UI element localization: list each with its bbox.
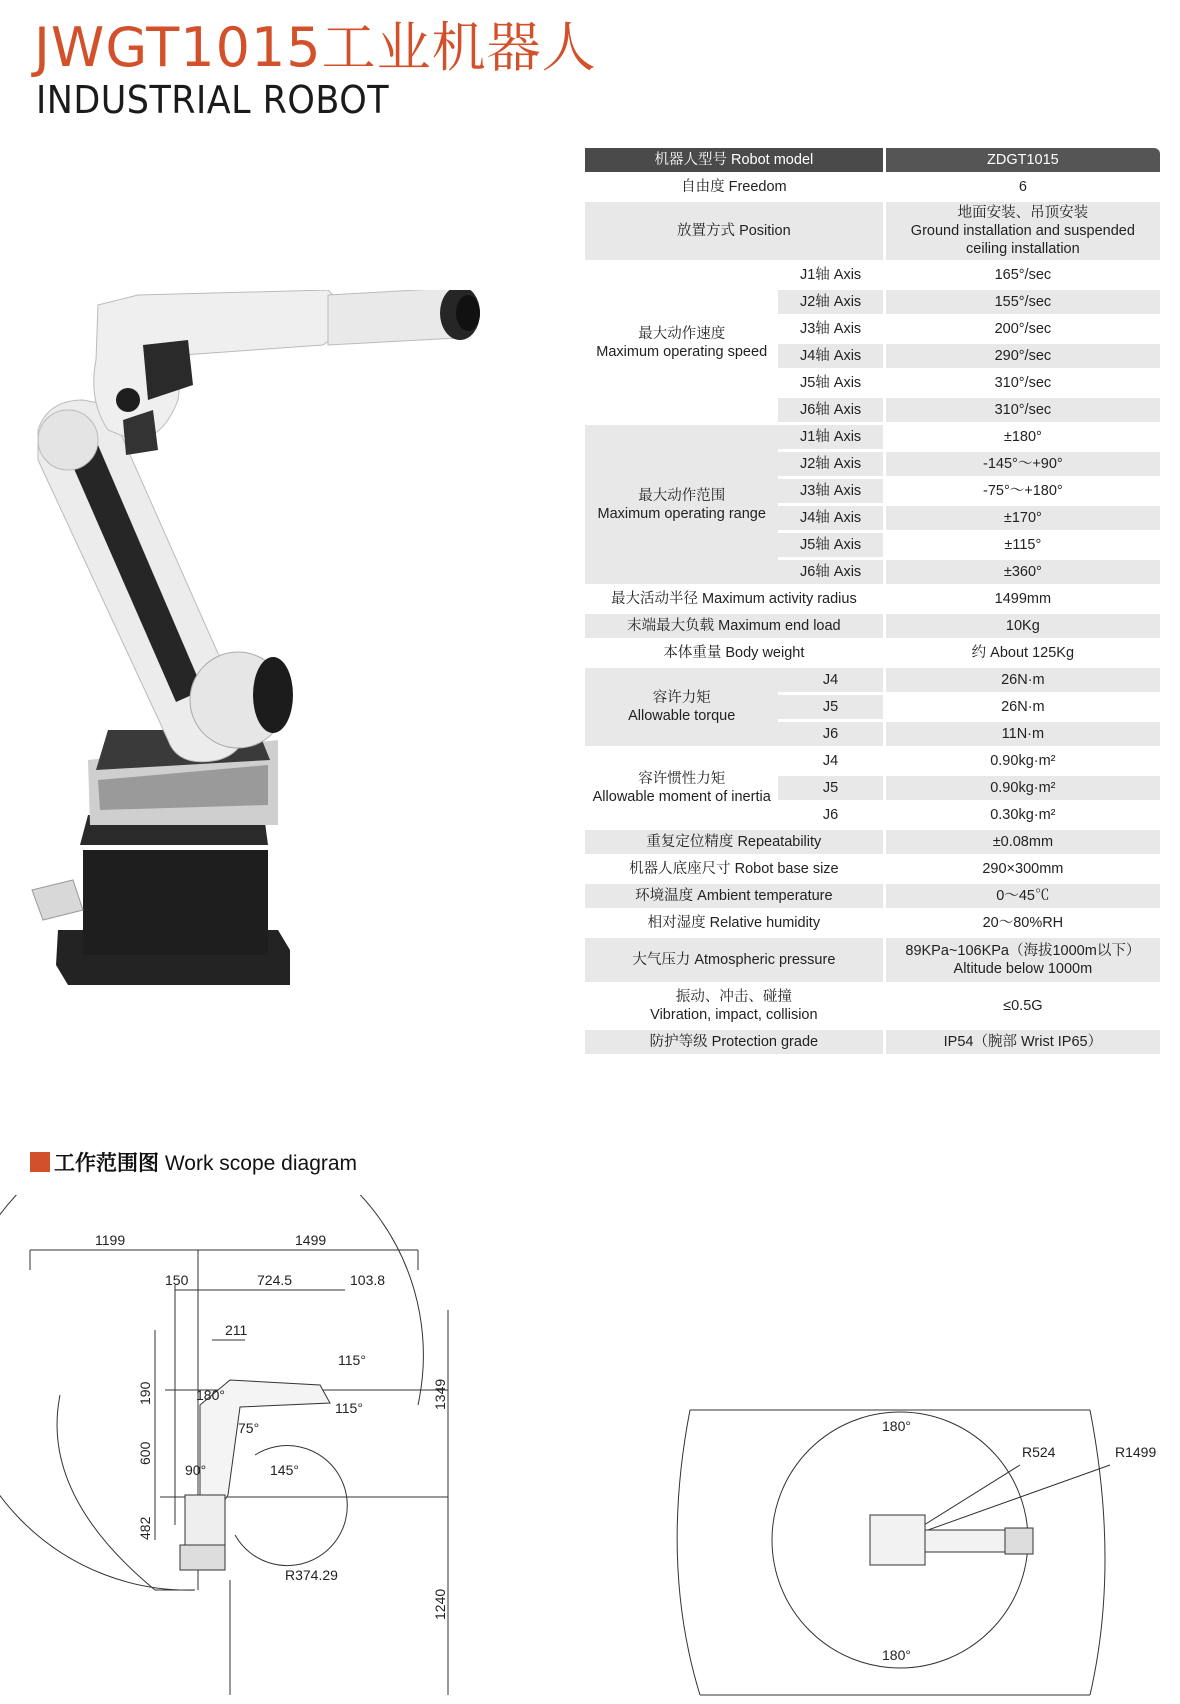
radius-524: R524 <box>1022 1444 1056 1460</box>
heading-marker-icon <box>30 1152 50 1172</box>
torque-value: 26N·m <box>883 668 1160 692</box>
angle-75: 75° <box>238 1420 260 1436</box>
speed-axis: J5轴 Axis <box>778 371 882 395</box>
range-axis: J6轴 Axis <box>778 560 882 584</box>
repeatability-label: 重复定位精度 Repeatability <box>585 830 883 854</box>
range-value: -145°～+90° <box>883 452 1160 476</box>
inertia-axis: J5 <box>778 776 882 800</box>
angle-115-upper: 115° <box>338 1352 366 1368</box>
radius-value: 1499mm <box>883 587 1160 611</box>
torque-axis: J6 <box>778 722 882 746</box>
range-value: ±115° <box>883 533 1160 557</box>
freedom-value: 6 <box>883 175 1160 199</box>
speed-value: 155°/sec <box>883 290 1160 314</box>
inertia-value: 0.30kg·m² <box>883 803 1160 827</box>
speed-value: 310°/sec <box>883 398 1160 422</box>
base-size-value: 290×300mm <box>883 857 1160 881</box>
range-value: -75°～+180° <box>883 479 1160 503</box>
torque-label: 容许力矩 Allowable torque <box>585 668 778 746</box>
inertia-axis: J6 <box>778 803 882 827</box>
range-axis: J3轴 Axis <box>778 479 882 503</box>
angle-90: 90° <box>185 1462 207 1478</box>
dim-103: 103.8 <box>350 1272 386 1288</box>
weight-value: 约 About 125Kg <box>883 641 1160 665</box>
speed-value: 165°/sec <box>883 263 1160 287</box>
humidity-label: 相对湿度 Relative humidity <box>585 911 883 935</box>
torque-value: 26N·m <box>883 695 1160 719</box>
radius-1499: R1499 <box>1115 1444 1157 1460</box>
weight-label: 本体重量 Body weight <box>585 641 883 665</box>
speed-axis: J1轴 Axis <box>778 263 882 287</box>
vibration-value: ≤0.5G <box>883 985 1160 1027</box>
pressure-label: 大气压力 Atmospheric pressure <box>585 938 883 982</box>
freedom-label: 自由度 Freedom <box>585 175 883 199</box>
position-label: 放置方式 Position <box>585 202 883 260</box>
torque-axis: J5 <box>778 695 882 719</box>
robot-illustration <box>28 290 588 1070</box>
load-value: 10Kg <box>883 614 1160 638</box>
vibration-label: 振动、冲击、碰撞 Vibration, impact, collision <box>585 985 883 1027</box>
speed-axis: J6轴 Axis <box>778 398 882 422</box>
dim-482: 482 <box>137 1516 153 1540</box>
speed-axis: J3轴 Axis <box>778 317 882 341</box>
radius-374: R374.29 <box>285 1567 338 1583</box>
dim-150: 150 <box>165 1272 189 1288</box>
range-value: ±360° <box>883 560 1160 584</box>
speed-value: 290°/sec <box>883 344 1160 368</box>
dim-1240: 1240 <box>432 1588 448 1620</box>
range-label: 最大动作范围 Maximum operating range <box>585 425 778 584</box>
top-angle-upper: 180° <box>882 1418 911 1434</box>
torque-axis: J4 <box>778 668 882 692</box>
dim-211: 211 <box>225 1322 248 1338</box>
dim-190: 190 <box>137 1381 153 1405</box>
speed-axis: J4轴 Axis <box>778 344 882 368</box>
radius-label: 最大活动半径 Maximum activity radius <box>585 587 883 611</box>
page-title: JWGT1015工业机器人 <box>34 16 597 79</box>
inertia-axis: J4 <box>778 749 882 773</box>
dim-1499: 1499 <box>295 1232 327 1248</box>
load-label: 末端最大负载 Maximum end load <box>585 614 883 638</box>
range-value: ±180° <box>883 425 1160 449</box>
range-axis: J4轴 Axis <box>778 506 882 530</box>
base-size-label: 机器人底座尺寸 Robot base size <box>585 857 883 881</box>
temperature-label: 环境温度 Ambient temperature <box>585 884 883 908</box>
range-value: ±170° <box>883 506 1160 530</box>
page-subtitle: INDUSTRIAL ROBOT <box>36 78 390 122</box>
angle-180: 180° <box>196 1387 225 1403</box>
position-value: 地面安装、吊顶安装 Ground installation and suspended ceiling installation <box>883 202 1160 260</box>
speed-value: 310°/sec <box>883 371 1160 395</box>
work-scope-heading: 工作范围图 Work scope diagram <box>30 1147 357 1177</box>
speed-axis: J2轴 Axis <box>778 290 882 314</box>
temperature-value: 0～45℃ <box>883 884 1160 908</box>
speed-label: 最大动作速度 Maximum operating speed <box>585 263 778 422</box>
dim-724: 724.5 <box>257 1272 293 1288</box>
speed-value: 200°/sec <box>883 317 1160 341</box>
humidity-value: 20～80%RH <box>883 911 1160 935</box>
dim-1349: 1349 <box>432 1378 448 1410</box>
protection-value: IP54（腕部 Wrist IP65） <box>883 1030 1160 1054</box>
repeatability-value: ±0.08mm <box>883 830 1160 854</box>
dim-1199: 1199 <box>95 1232 126 1248</box>
spec-header-value: ZDGT1015 <box>883 148 1160 172</box>
angle-145: 145° <box>270 1462 299 1478</box>
inertia-label: 容许惯性力矩 Allowable moment of inertia <box>585 749 778 827</box>
protection-label: 防护等级 Protection grade <box>585 1030 883 1054</box>
inertia-value: 0.90kg·m² <box>883 776 1160 800</box>
dim-600: 600 <box>137 1441 153 1465</box>
spec-table <box>585 145 1160 1057</box>
range-axis: J5轴 Axis <box>778 533 882 557</box>
torque-value: 11N·m <box>883 722 1160 746</box>
angle-115-lower: 115° <box>335 1400 363 1416</box>
work-scope-diagram <box>0 1195 1180 1704</box>
pressure-value: 89KPa~106KPa（海拔1000m以下） Altitude below 1000m <box>883 938 1160 982</box>
range-axis: J1轴 Axis <box>778 425 882 449</box>
top-angle-lower: 180° <box>882 1647 911 1663</box>
spec-header-label: 机器人型号 Robot model <box>585 148 883 172</box>
range-axis: J2轴 Axis <box>778 452 882 476</box>
inertia-value: 0.90kg·m² <box>883 749 1160 773</box>
